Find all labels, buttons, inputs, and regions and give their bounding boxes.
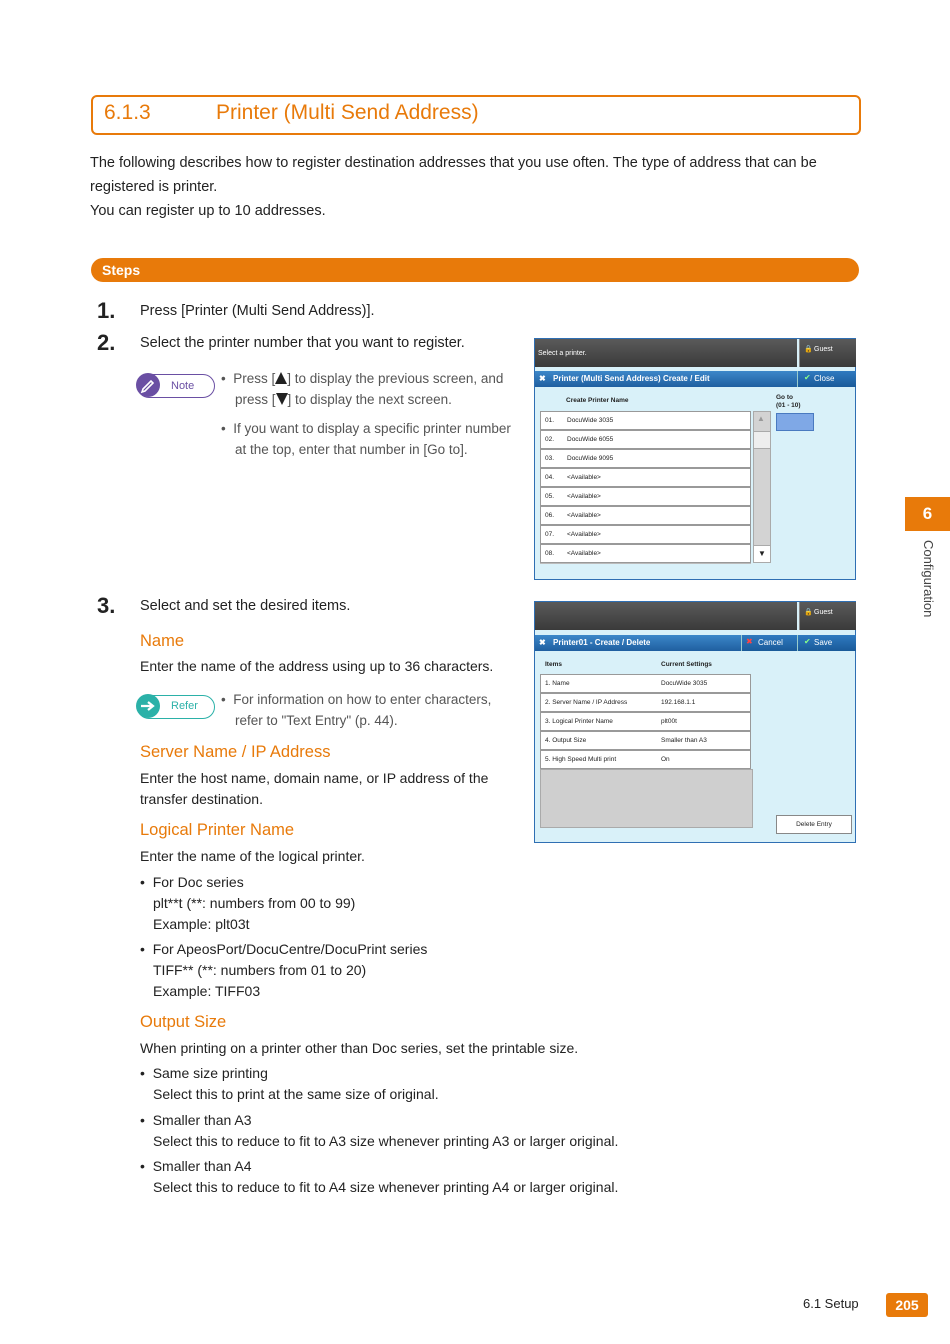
printer-list-item[interactable] — [540, 468, 751, 487]
printer-number: 03. — [545, 455, 555, 462]
screen-title: Printer (Multi Send Address) Create / Edit — [553, 374, 710, 383]
output-bullet-2: • Smaller than A3 Select this to reduce to fit to A3 size whenever printing A3 or larger original. — [140, 1112, 619, 1149]
server-heading: Server Name / IP Address — [140, 743, 331, 761]
footer-section-label: 6.1 Setup — [803, 1296, 859, 1311]
setting-item: 1. Name — [545, 680, 570, 687]
note-label: Note — [171, 380, 195, 392]
intro-line-2: registered is printer. — [90, 179, 218, 195]
printer-list — [540, 411, 751, 571]
printer-list-screen — [534, 338, 856, 580]
steps-label: Steps — [102, 262, 141, 278]
printer-name: DocuWide 9095 — [567, 455, 614, 462]
pencil-icon — [136, 373, 160, 397]
delete-entry-button[interactable]: Delete Entry — [776, 815, 852, 834]
intro-line-3: You can register up to 10 addresses. — [90, 203, 326, 219]
close-button[interactable] — [797, 371, 856, 387]
refer-label: Refer — [171, 700, 198, 712]
screen-title-bar — [535, 371, 797, 387]
printer-number: 05. — [545, 493, 555, 500]
printer-name: <Available> — [567, 550, 601, 557]
step-3-number: 3. — [97, 593, 116, 618]
x-icon: ✖ — [746, 637, 753, 646]
name-heading: Name — [140, 632, 185, 650]
printer-edit-screen — [534, 601, 856, 843]
check-icon: ✔ — [804, 373, 811, 382]
chapter-tab: 6 — [905, 497, 950, 531]
server-body: Enter the host name, domain name, or IP address of the transfer destination. — [140, 770, 489, 807]
settings-list-item[interactable] — [540, 750, 751, 769]
settings-list — [540, 674, 751, 774]
setting-item: 5. High Speed Multi print — [545, 756, 617, 763]
printer-list-item[interactable] — [540, 506, 751, 525]
printer-list-item[interactable] — [540, 411, 751, 430]
guest-label: Guest — [814, 346, 833, 353]
save-button[interactable] — [797, 635, 856, 651]
triangle-up-icon — [275, 372, 287, 384]
logical-heading: Logical Printer Name — [140, 821, 295, 839]
printer-list-item[interactable] — [540, 430, 751, 449]
printer-list-item[interactable] — [540, 449, 751, 468]
refer-bullet: • For information on how to enter characters, refer to "Text Entry" (p. 44). — [221, 692, 492, 728]
name-body: Enter the name of the address using up to 36 characters. — [140, 658, 494, 674]
step-1-number: 1. — [97, 298, 116, 323]
printer-number: 01. — [545, 417, 555, 424]
chapter-label: Configuration — [921, 540, 936, 618]
screen-message-bar — [535, 339, 797, 367]
step-2-number: 2. — [97, 330, 116, 355]
logical-bullet-2: • For ApeosPort/DocuCentre/DocuPrint series TIFF** (**: numbers from 01 to 20) Example: TIFF03 — [140, 941, 428, 999]
goto-input[interactable] — [776, 413, 814, 431]
scroll-up-icon[interactable]: ▲ — [757, 414, 765, 423]
section-number: 6.1.3 — [104, 101, 151, 124]
setting-value: On — [661, 756, 670, 763]
setting-value: DocuWide 3035 — [661, 680, 708, 687]
items-header: Items — [545, 661, 562, 668]
guest-button[interactable] — [799, 602, 856, 630]
printer-name: <Available> — [567, 493, 601, 500]
screen-title: Printer01 - Create / Delete — [553, 638, 651, 647]
setting-value: Smaller than A3 — [661, 737, 707, 744]
printer-name: DocuWide 3035 — [567, 417, 614, 424]
printer-number: 08. — [545, 550, 555, 557]
printer-list-item[interactable] — [540, 487, 751, 506]
printer-name: <Available> — [567, 474, 601, 481]
settings-list-item[interactable] — [540, 693, 751, 712]
cancel-label: Cancel — [758, 638, 783, 647]
setting-item: 3. Logical Printer Name — [545, 718, 613, 725]
setting-item: 2. Server Name / IP Address — [545, 699, 628, 706]
goto-label: Go to (01 - 10) — [776, 394, 801, 409]
step-1-text: Press [Printer (Multi Send Address)]. — [140, 303, 375, 319]
output-bullet-1: • Same size printing Select this to print at the same size of original. — [140, 1065, 439, 1102]
check-icon: ✔ — [804, 637, 811, 646]
section-title: Printer (Multi Send Address) — [216, 101, 479, 124]
intro-text — [90, 151, 860, 223]
setting-item: 4. Output Size — [545, 737, 587, 744]
printer-name: DocuWide 6055 — [567, 436, 614, 443]
screen-title-bar — [535, 635, 741, 651]
steps-bar — [91, 258, 859, 282]
step-2-text: Select the printer number that you want to register. — [140, 335, 465, 351]
printer-number: 07. — [545, 531, 555, 538]
printer-name: <Available> — [567, 531, 601, 538]
setting-value: 192.168.1.1 — [661, 699, 696, 706]
output-heading: Output Size — [140, 1013, 227, 1031]
current-settings-header: Current Settings — [661, 661, 712, 668]
printer-name: <Available> — [567, 512, 601, 519]
note-bullet-1: • Press [ ] to display the previous screen, and press [ ] to display the next screen. — [221, 371, 504, 407]
intro-line-1: The following describes how to register destination addresses that you use often. The type of address that can be — [90, 155, 817, 171]
printer-list-item[interactable] — [540, 525, 751, 544]
arrow-right-icon — [136, 694, 160, 718]
create-printer-name-header: Create Printer Name — [566, 397, 629, 404]
close-label: Close — [814, 374, 835, 383]
output-body: When printing on a printer other than Doc series, set the printable size. — [140, 1040, 579, 1056]
step-3-text: Select and set the desired items. — [140, 598, 351, 614]
save-label: Save — [814, 638, 833, 647]
empty-list-area — [540, 769, 753, 828]
printer-list-item[interactable] — [540, 544, 751, 563]
screen-message-bar — [535, 602, 797, 630]
guest-button[interactable] — [799, 339, 856, 367]
tools-icon: ✖ — [539, 638, 546, 647]
page-number: 205 — [886, 1293, 928, 1317]
output-bullet-3: • Smaller than A4 Select this to reduce to fit to A4 size whenever printing A4 or larger original. — [140, 1158, 619, 1195]
printer-number: 02. — [545, 436, 555, 443]
settings-list-item[interactable] — [540, 712, 751, 731]
printer-number: 06. — [545, 512, 555, 519]
settings-list-item[interactable] — [540, 674, 751, 693]
logical-body: Enter the name of the logical printer. — [140, 848, 365, 864]
printer-number: 04. — [545, 474, 555, 481]
cancel-button[interactable] — [741, 635, 798, 651]
screen-message: Select a printer. — [538, 350, 587, 357]
lock-icon: 🔒 — [804, 346, 813, 353]
logical-bullet-1: • For Doc series plt**t (**: numbers from 00 to 99) Example: plt03t — [140, 874, 356, 932]
scroll-thumb[interactable] — [753, 431, 771, 449]
tools-icon: ✖ — [539, 374, 546, 383]
triangle-down-icon — [276, 393, 288, 405]
lock-icon: 🔒 — [804, 609, 813, 616]
note-bullet-2: • If you want to display a specific printer number at the top, enter that number in [Go to]. — [221, 421, 511, 457]
settings-list-item[interactable] — [540, 731, 751, 750]
scroll-down-icon[interactable]: ▼ — [753, 545, 771, 563]
guest-label: Guest — [814, 609, 833, 616]
setting-value: plt00t — [661, 718, 677, 725]
